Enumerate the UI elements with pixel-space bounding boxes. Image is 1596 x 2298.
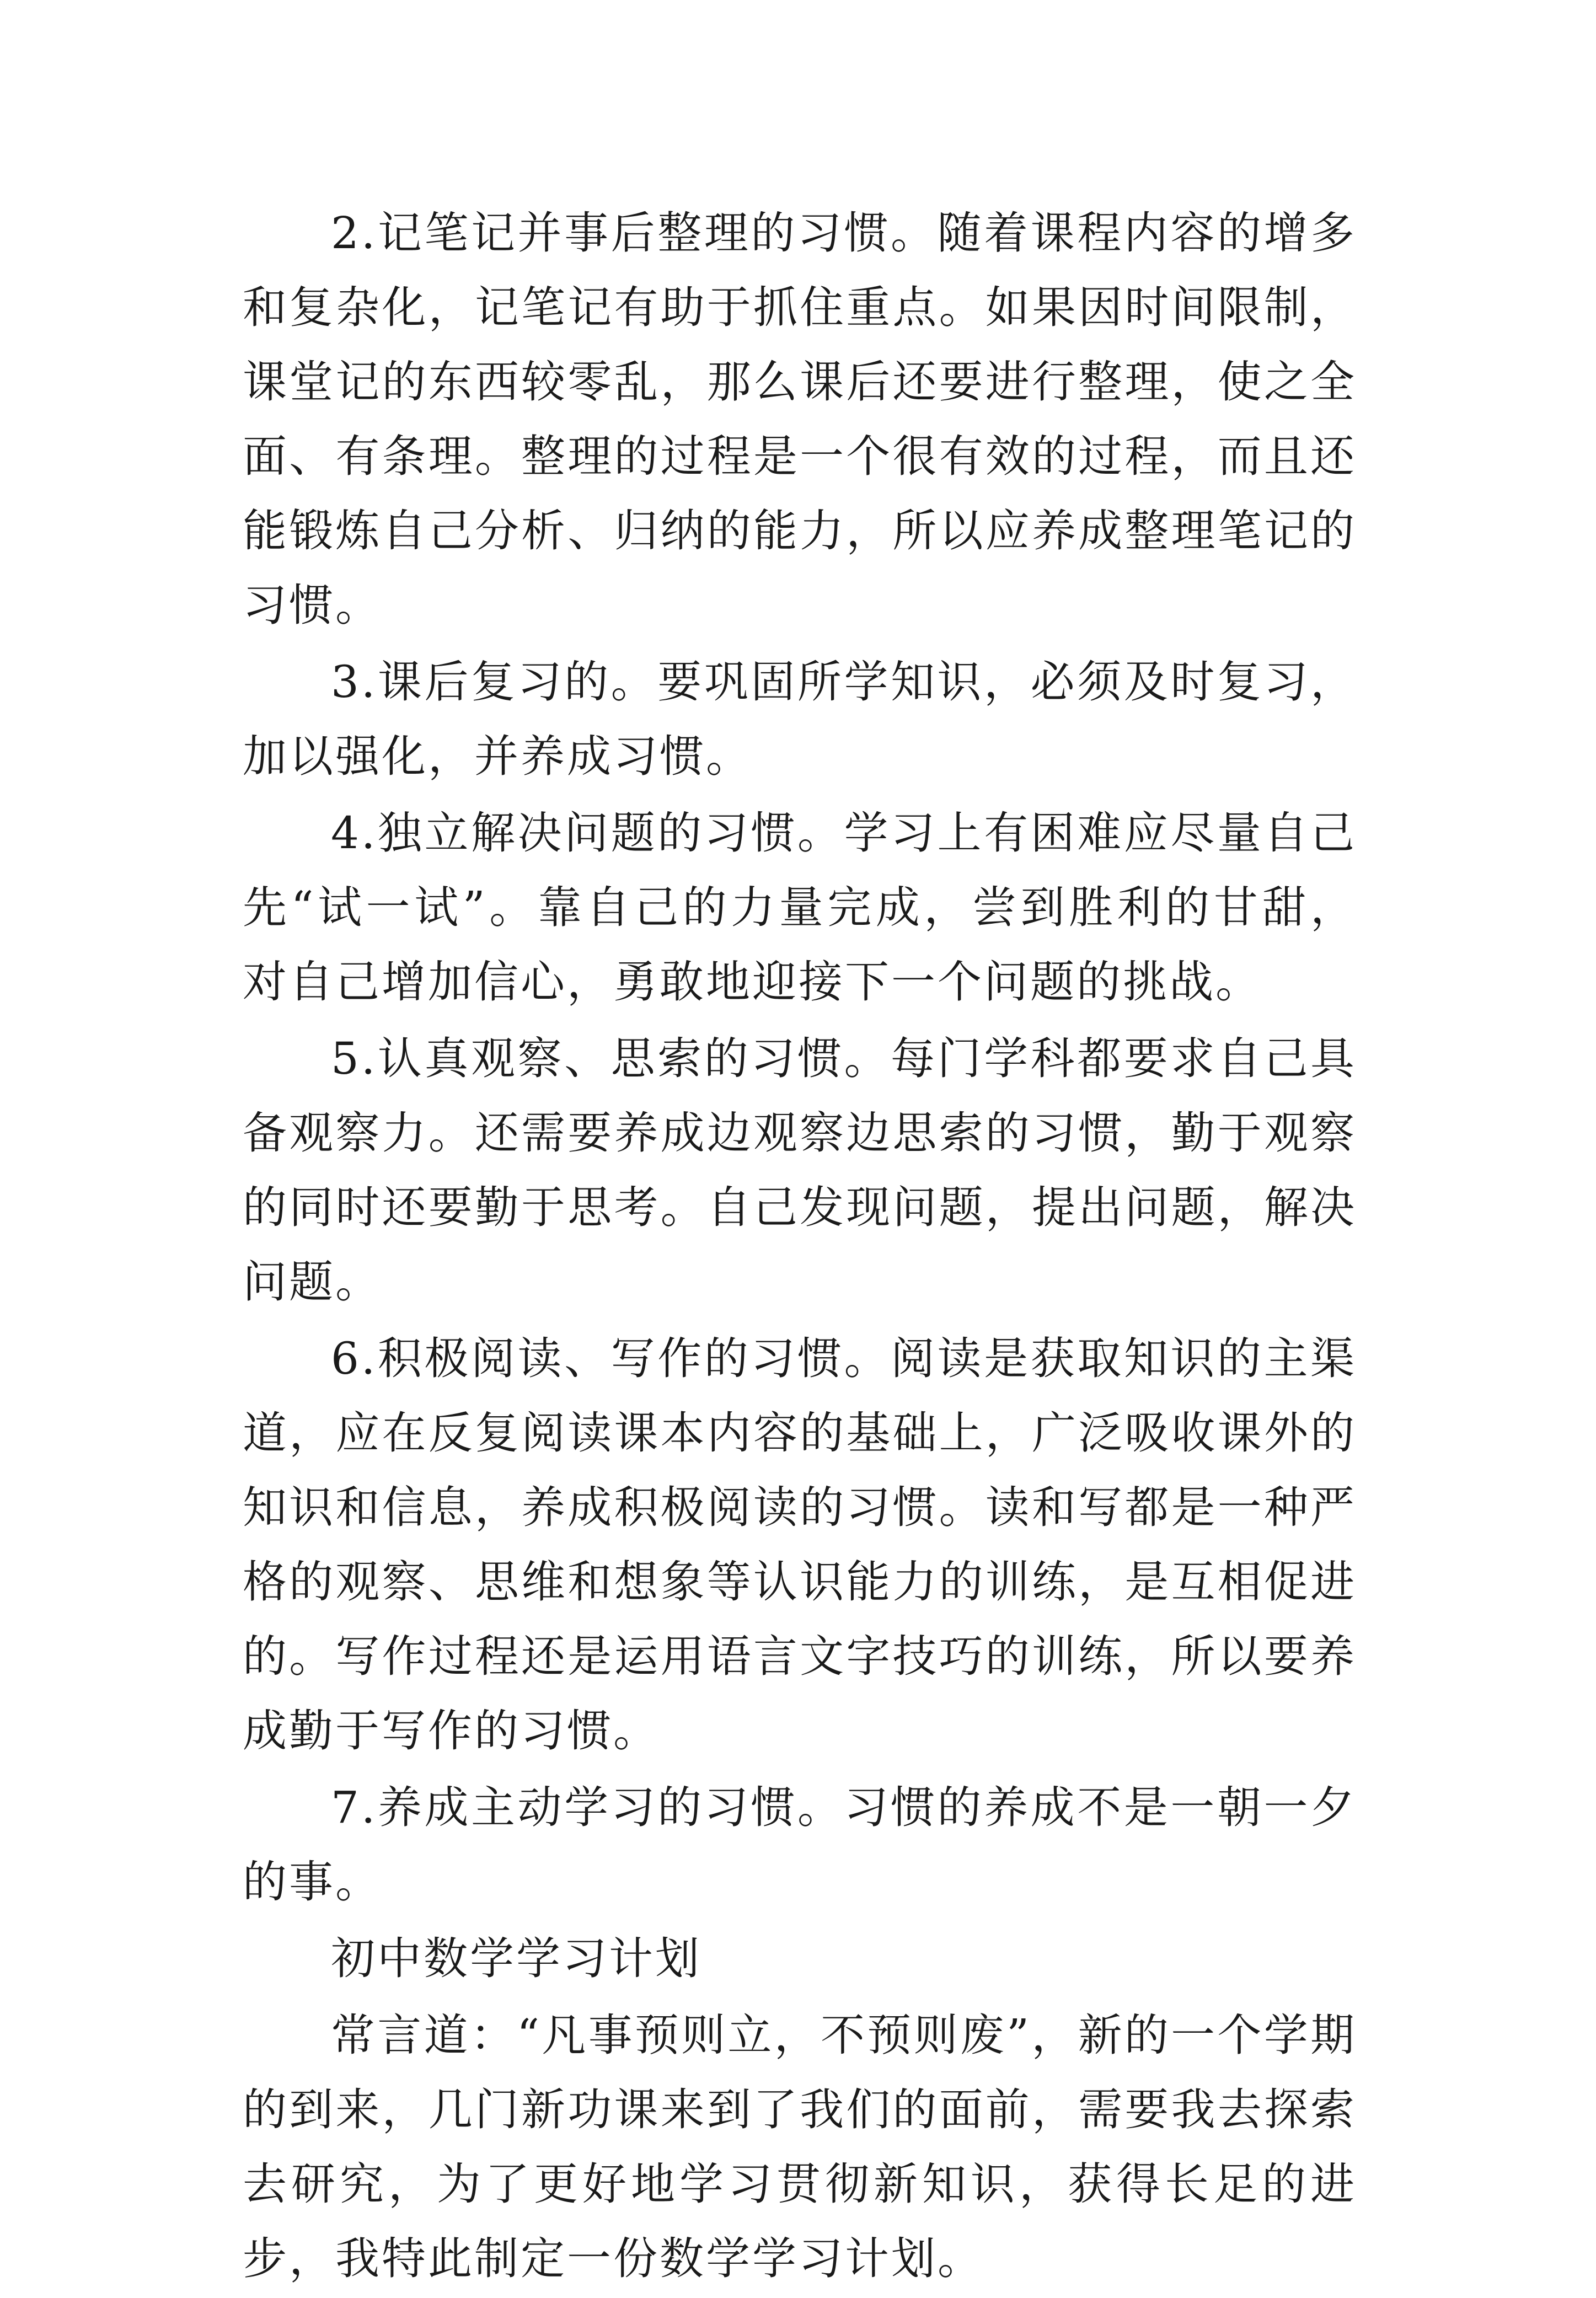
paragraph-reading-writing: 6.积极阅读、写作的习惯。阅读是获取知识的主渠道，应在反复阅读课本内容的基础上，广泛吸收课外的知识和信息，养成积极阅读的习惯。读和写都是一种严格的观察、思维和想象等认识能力的训练，是互相促进的。写作过程还是运用语言文字技巧的训练，所以要养成勤于写作的习惯。	[243, 1333, 1357, 1756]
paragraph-independent-problem-solving: 4.独立解决问题的习惯。学习上有困难应尽量自己先“试一试”。靠自己的力量完成，尝到胜利的甘甜，对自己增加信心，勇敢地迎接下一个问题的挑战。	[243, 807, 1357, 1008]
section-title: 初中数学学习计划	[331, 1933, 701, 1984]
paragraph-observation: 5.认真观察、思索的习惯。每门学科都要求自己具备观察力。还需要养成边观察边思索的习惯，勤于观察的同时还要勤于思考。自己发现问题，提出问题，解决问题。	[243, 1033, 1357, 1308]
paragraph-note-taking: 2.记笔记并事后整理的习惯。随着课程内容的增多和复杂化，记笔记有助于抓住重点。如果因时间限制，课堂记的东西较零乱，那么课后还要进行整理，使之全面、有条理。整理的过程是一个很有效的过程，而且还能锻炼自己分析、归纳的能力，所以应养成整理笔记的习惯。	[243, 207, 1357, 631]
paragraph-plan-intro: 常言道：“凡事预则立，不预则废”，新的一个学期的到来，几门新功课来到了我们的面前，需要我去探索去研究，为了更好地学习贯彻新知识，获得长足的进步，我特此制定一份数学学习计划。	[243, 2010, 1357, 2284]
paragraph-review: 3.课后复习的。要巩固所学知识，必须及时复习，加以强化，并养成习惯。	[243, 656, 1357, 782]
document-body	[243, 196, 1357, 2298]
paragraph-active-learning: 7.养成主动学习的习惯。习惯的养成不是一朝一夕的事。	[243, 1782, 1357, 1908]
